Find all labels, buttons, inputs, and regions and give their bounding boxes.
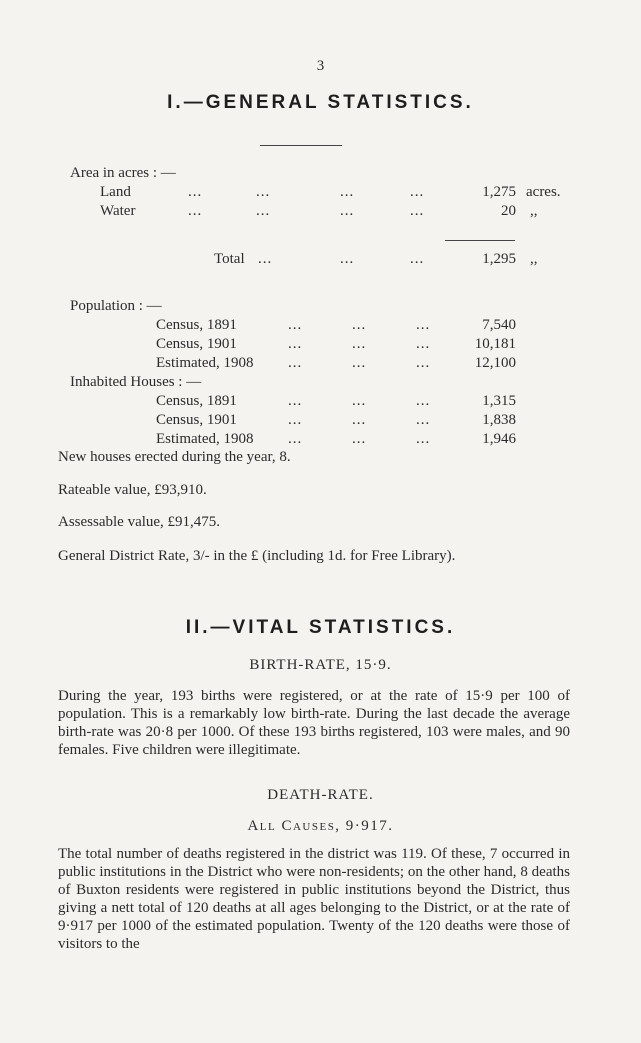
water-unit: ,, (530, 203, 538, 219)
population-leader: ... (288, 355, 303, 371)
population-leader: ... (288, 317, 303, 333)
houses-label: Inhabited Houses : — (70, 374, 202, 390)
population-leader: ... (352, 336, 367, 352)
total-rule (445, 240, 515, 241)
area-label: Area in acres : — (70, 165, 176, 181)
population-row-label: Census, 1891 (156, 317, 237, 333)
land-leader-1: ... (188, 184, 203, 200)
houses-leader: ... (416, 412, 431, 428)
population-leader: ... (416, 336, 431, 352)
all-causes-heading: All Causes, 9·917. (247, 818, 394, 834)
houses-leader: ... (288, 393, 303, 409)
district-rate-text: General District Rate, 3/- in the £ (including 1d. for Free Library). (58, 548, 456, 564)
water-leader-1: ... (188, 203, 203, 219)
water-leader-2: ... (256, 203, 271, 219)
birth-rate-paragraph: During the year, 193 births were registered, or at the rate of 15·9 per 100 of population. This is a remarkably low birth-rate. During the last decade the average birth-rate was 20·8 per 1000. Of these 193 births registered, 103 were males, and 90 females. Five children were illegitimate. (58, 688, 570, 758)
death-rate-heading: DEATH-RATE. (267, 787, 374, 803)
population-row-value: 7,540 (482, 317, 516, 333)
death-rate-paragraph: The total number of deaths registered in the district was 119. Of these, 7 occurred in public institutions in the District who were non-residents; on the other hand, 8 deaths of Buxton residents were registered in public institutions beyond the District, thus giving a nett total of 120 deaths at all ages belonging to the District, or at the rate of 9·917 per 1000 of the estimated population. Twenty of the 120 deaths were those of visitors to the (58, 846, 570, 952)
population-leader: ... (416, 317, 431, 333)
land-leader-3: ... (340, 184, 355, 200)
water-label: Water (100, 203, 136, 219)
land-value: 1,275 (482, 184, 516, 200)
houses-row-label: Census, 1901 (156, 412, 237, 428)
houses-leader: ... (416, 431, 431, 447)
water-value: 20 (501, 203, 516, 219)
land-leader-2: ... (256, 184, 271, 200)
population-leader: ... (288, 336, 303, 352)
houses-row-value: 1,838 (482, 412, 516, 428)
population-row-value: 10,181 (474, 336, 516, 352)
houses-row-label: Census, 1891 (156, 393, 237, 409)
heading-divider (260, 145, 342, 146)
total-value: 1,295 (482, 251, 516, 267)
population-leader: ... (352, 355, 367, 371)
total-leader-3: ... (410, 251, 425, 267)
vital-statistics-heading: II.—VITAL STATISTICS. (185, 617, 456, 638)
houses-row-value: 1,946 (482, 431, 516, 447)
total-leader-1: ... (258, 251, 273, 267)
houses-leader: ... (352, 431, 367, 447)
houses-leader: ... (288, 412, 303, 428)
population-row-label: Census, 1901 (156, 336, 237, 352)
houses-leader: ... (352, 412, 367, 428)
total-unit: ,, (530, 251, 538, 267)
land-leader-4: ... (410, 184, 425, 200)
total-leader-2: ... (340, 251, 355, 267)
total-label: Total (214, 251, 245, 267)
birth-rate-heading: BIRTH-RATE, 15·9. (249, 657, 392, 673)
houses-leader: ... (288, 431, 303, 447)
general-statistics-heading: I.—GENERAL STATISTICS. (167, 92, 474, 113)
houses-leader: ... (352, 393, 367, 409)
rateable-value-text: Rateable value, £93,910. (58, 482, 207, 498)
land-unit: acres. (526, 184, 561, 200)
assessable-value-text: Assessable value, £91,475. (58, 514, 221, 530)
population-row-label: Estimated, 1908 (156, 355, 254, 371)
new-houses-text: New houses erected during the year, 8. (58, 449, 291, 465)
houses-row-label: Estimated, 1908 (156, 431, 254, 447)
population-row-value: 12,100 (474, 355, 516, 371)
houses-row-value: 1,315 (482, 393, 516, 409)
houses-leader: ... (416, 393, 431, 409)
population-label: Population : — (70, 298, 162, 314)
water-leader-3: ... (340, 203, 355, 219)
page-number: 3 (316, 58, 325, 74)
population-leader: ... (416, 355, 431, 371)
water-leader-4: ... (410, 203, 425, 219)
land-label: Land (100, 184, 131, 200)
population-leader: ... (352, 317, 367, 333)
